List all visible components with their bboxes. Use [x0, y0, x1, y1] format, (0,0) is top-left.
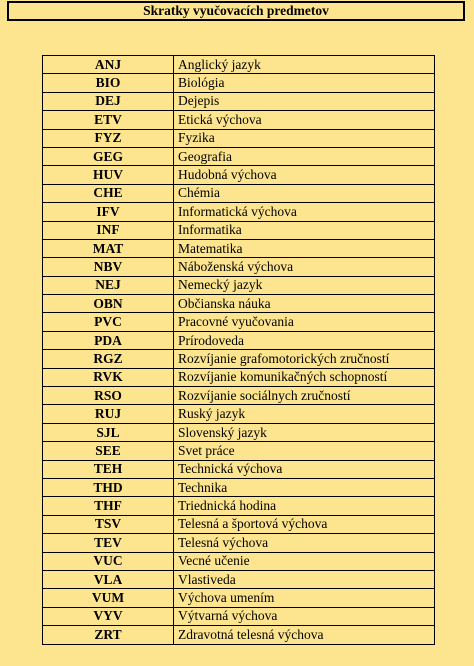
table-row	[43, 515, 435, 533]
table-row	[43, 350, 435, 368]
subject-name: Občianska náuka	[174, 295, 435, 313]
table-row	[43, 478, 435, 496]
subject-name: Telesná výchova	[174, 534, 435, 552]
table-row	[43, 534, 435, 552]
table-row	[43, 497, 435, 515]
subject-name: Chémia	[174, 184, 435, 202]
subject-code: VUC	[43, 552, 174, 570]
subject-name: Technická výchova	[174, 460, 435, 478]
subject-code: INF	[43, 221, 174, 239]
table-row	[43, 552, 435, 570]
subject-name: Fyzika	[174, 129, 435, 147]
table-body	[43, 56, 435, 645]
table-row	[43, 405, 435, 423]
subject-code: ETV	[43, 111, 174, 129]
subject-code: VYV	[43, 607, 174, 625]
subject-code: IFV	[43, 203, 174, 221]
table-row	[43, 276, 435, 294]
subject-name: Anglický jazyk	[174, 56, 435, 74]
table-row	[43, 589, 435, 607]
subject-name: Dejepis	[174, 92, 435, 110]
table-row	[43, 203, 435, 221]
subject-code: BIO	[43, 74, 174, 92]
subject-code: HUV	[43, 166, 174, 184]
table-row	[43, 570, 435, 588]
subject-code: THF	[43, 497, 174, 515]
subject-name: Etická výchova	[174, 111, 435, 129]
subject-code: TEV	[43, 534, 174, 552]
subject-code: VLA	[43, 570, 174, 588]
table-row	[43, 626, 435, 644]
table-row	[43, 387, 435, 405]
subject-name: Hudobná výchova	[174, 166, 435, 184]
subject-name: Rozvíjanie komunikačných schopností	[174, 368, 435, 386]
table-row	[43, 239, 435, 257]
subject-name: Ruský jazyk	[174, 405, 435, 423]
subject-name: Matematika	[174, 239, 435, 257]
subject-code: TSV	[43, 515, 174, 533]
subject-code: RUJ	[43, 405, 174, 423]
table-row	[43, 442, 435, 460]
table-row	[43, 111, 435, 129]
table-row	[43, 184, 435, 202]
table-row	[43, 258, 435, 276]
subject-code: GEG	[43, 147, 174, 165]
table-row	[43, 166, 435, 184]
subject-code: VUM	[43, 589, 174, 607]
subject-name: Informatika	[174, 221, 435, 239]
subject-name: Náboženská výchova	[174, 258, 435, 276]
page-title: Skratky vyučovacích predmetov	[7, 1, 465, 21]
subject-name: Výtvarná výchova	[174, 607, 435, 625]
subject-code: CHE	[43, 184, 174, 202]
table-row	[43, 56, 435, 74]
table-row	[43, 74, 435, 92]
subject-code: RSO	[43, 387, 174, 405]
subject-name: Geografia	[174, 147, 435, 165]
subject-code: NBV	[43, 258, 174, 276]
subject-name: Vlastiveda	[174, 570, 435, 588]
table-row	[43, 607, 435, 625]
subject-name: Pracovné vyučovania	[174, 313, 435, 331]
subject-code: ZRT	[43, 626, 174, 644]
subject-name: Nemecký jazyk	[174, 276, 435, 294]
subject-code: MAT	[43, 239, 174, 257]
table-row	[43, 331, 435, 349]
table-row	[43, 221, 435, 239]
table-row	[43, 423, 435, 441]
table-row	[43, 460, 435, 478]
subject-name: Informatická výchova	[174, 203, 435, 221]
subject-name: Vecné učenie	[174, 552, 435, 570]
table-row	[43, 147, 435, 165]
subject-code: SJL	[43, 423, 174, 441]
subject-code: DEJ	[43, 92, 174, 110]
subject-code: FYZ	[43, 129, 174, 147]
subject-name: Slovenský jazyk	[174, 423, 435, 441]
table-row	[43, 295, 435, 313]
table-row	[43, 313, 435, 331]
subject-code: PVC	[43, 313, 174, 331]
subject-name: Technika	[174, 478, 435, 496]
subject-code: ANJ	[43, 56, 174, 74]
subject-code: RVK	[43, 368, 174, 386]
subject-code: NEJ	[43, 276, 174, 294]
subject-code: TEH	[43, 460, 174, 478]
subject-abbreviations-table	[42, 55, 435, 645]
subject-code: PDA	[43, 331, 174, 349]
subject-name: Zdravotná telesná výchova	[174, 626, 435, 644]
subject-name: Triednická hodina	[174, 497, 435, 515]
subject-name: Rozvíjanie sociálnych zručností	[174, 387, 435, 405]
subject-code: SEE	[43, 442, 174, 460]
subject-code: THD	[43, 478, 174, 496]
subject-name: Biológia	[174, 74, 435, 92]
subject-name: Prírodoveda	[174, 331, 435, 349]
subject-name: Výchova umením	[174, 589, 435, 607]
subject-code: RGZ	[43, 350, 174, 368]
subject-code: OBN	[43, 295, 174, 313]
subject-name: Telesná a športová výchova	[174, 515, 435, 533]
table-row	[43, 368, 435, 386]
subject-name: Svet práce	[174, 442, 435, 460]
table-row	[43, 92, 435, 110]
subject-name: Rozvíjanie grafomotorických zručností	[174, 350, 435, 368]
table-row	[43, 129, 435, 147]
